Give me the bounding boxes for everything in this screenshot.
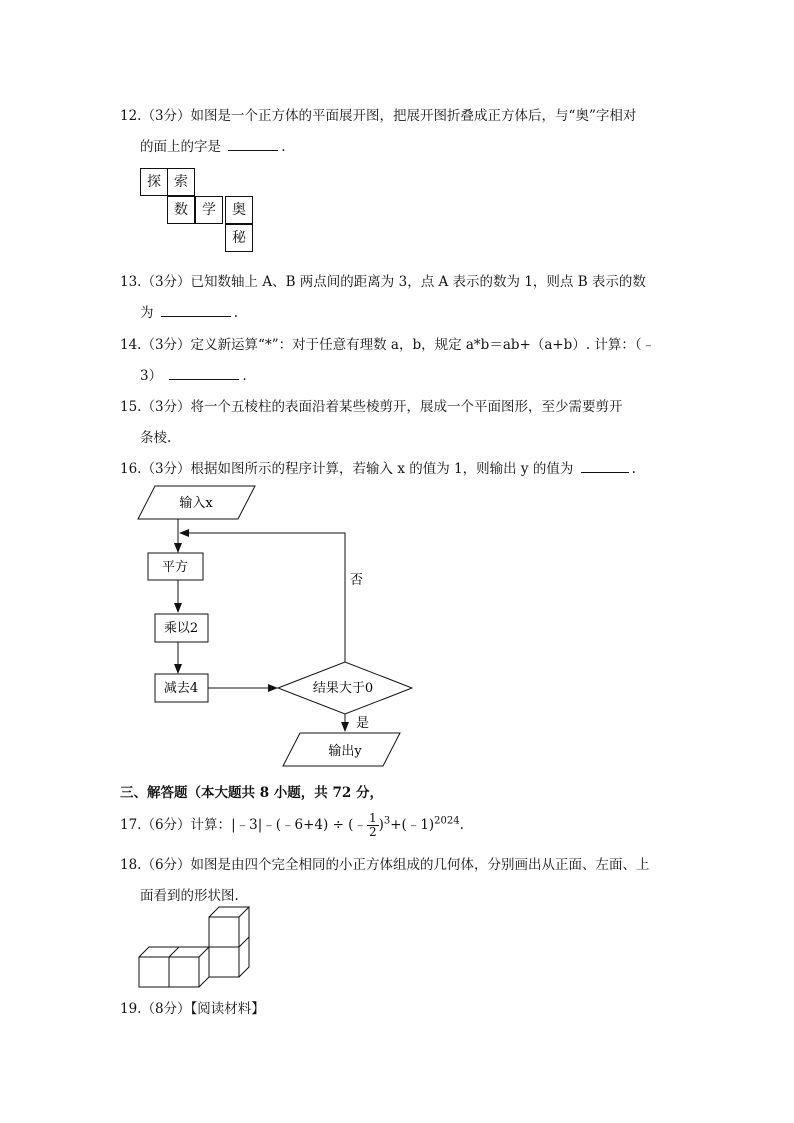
section3-heading: 三、解答题（本大题共 8 小题，共 72 分， [120, 785, 383, 801]
net-cell-4: 学 [195, 196, 223, 224]
q14-line2 [140, 364, 247, 384]
cube-bottom-2 [169, 957, 199, 987]
q13-text: 为 [140, 305, 154, 321]
q18-line1: 18.（6分）如图是由四个完全相同的小正方体组成的几何体，分别画出从正面、左面、上 [120, 857, 650, 873]
q17-exp2: 2024 [434, 815, 460, 827]
flow-minus4-box [155, 674, 208, 702]
net-cell-3: 数 [167, 196, 195, 224]
q14-answer-blank[interactable] [169, 365, 239, 380]
q16-text: 16.（3分）根据如图所示的程序计算，若输入 x 的值为 1，则输出 y 的值为 [120, 461, 574, 477]
q17-prefix: 17.（6分）计算： [120, 817, 232, 833]
cube-bottom-3-join [199, 977, 209, 987]
q13-answer-blank[interactable] [161, 302, 231, 317]
flow-minus4-label: 减去4 [163, 681, 199, 696]
q14-text: 3） [140, 368, 163, 384]
net-cell-1: 探 [140, 168, 168, 196]
q17-expr-b: ) [378, 817, 384, 833]
cube-top [209, 917, 239, 947]
net-cell-5: 奥 [225, 196, 253, 224]
flow-square-label: 平方 [161, 560, 189, 575]
flow-no-loop [180, 533, 345, 662]
q17-exp1: 3 [383, 815, 391, 827]
flow-yes-label: 是 [356, 716, 370, 731]
q15-line2: 条棱. [140, 430, 172, 446]
flow-output-label: 输出y [328, 744, 362, 759]
q12-answer-blank[interactable] [228, 136, 278, 151]
q16-end: . [631, 461, 636, 477]
net-cell-6: 秘 [225, 224, 253, 252]
q12-line2 [140, 135, 286, 155]
q15-line1: 15.（3分）将一个五棱柱的表面沿着某些棱剪开，展成一个平面图形，至少需要剪开 [120, 399, 623, 415]
flow-input-label: 输入x [179, 496, 213, 511]
q18-line2: 面看到的形状图. [140, 888, 239, 904]
q12-line1: 12.（3分）如图是一个正方体的平面展开图，把展开图折叠成正方体后，与“奥”字相对 [120, 108, 637, 124]
net-cell-2: 索 [167, 168, 195, 196]
cube-bottom-1 [139, 957, 169, 987]
q12-end: . [281, 139, 286, 155]
q13-line2 [140, 301, 238, 321]
flow-times2-label: 乘以2 [163, 621, 199, 636]
q13-line1: 13.（3分）已知数轴上 A、B 两点间的距离为 3，点 A 表示的数为 1，则点 B 表示的数 [120, 274, 646, 290]
q17-frac-den: 2 [368, 825, 377, 839]
cube-bottom-2-top [179, 947, 209, 957]
q12-text: 的面上的字是 [140, 139, 221, 155]
flow-decision-shape [278, 662, 412, 714]
flow-times2-box [155, 614, 208, 642]
cube-top-top [209, 907, 249, 917]
q17-line [120, 812, 464, 839]
flow-no-label: 否 [350, 573, 364, 588]
q16-answer-blank[interactable] [581, 458, 629, 473]
q14-line1: 14.（3分）定义新运算“*”：对于任意有理数 a，b，规定 a*b＝ab+（a+b）. 计算：（﹣ [120, 337, 656, 353]
flow-output-shape [283, 733, 400, 766]
q19-line1: 19.（8分）【阅读材料】 [120, 1001, 265, 1017]
q17-expr-c: +(﹣1) [390, 817, 435, 833]
q14-end: . [242, 368, 247, 384]
q13-end: . [233, 305, 239, 321]
q16-line1 [120, 457, 636, 477]
flow-square-box [148, 553, 203, 580]
q17-fraction [367, 812, 379, 839]
q17-expr-a: |﹣3|﹣(﹣6+4) ÷ (﹣ [231, 817, 367, 833]
cube-bottom-1-top [139, 947, 179, 957]
q17-frac-num: 1 [368, 811, 377, 825]
cube-bottom-3 [209, 947, 239, 977]
flow-input-shape [138, 486, 255, 519]
cube-bottom-3-side [239, 937, 249, 977]
q17-end: . [459, 817, 464, 833]
flow-decision-label: 结果大于0 [312, 681, 374, 696]
